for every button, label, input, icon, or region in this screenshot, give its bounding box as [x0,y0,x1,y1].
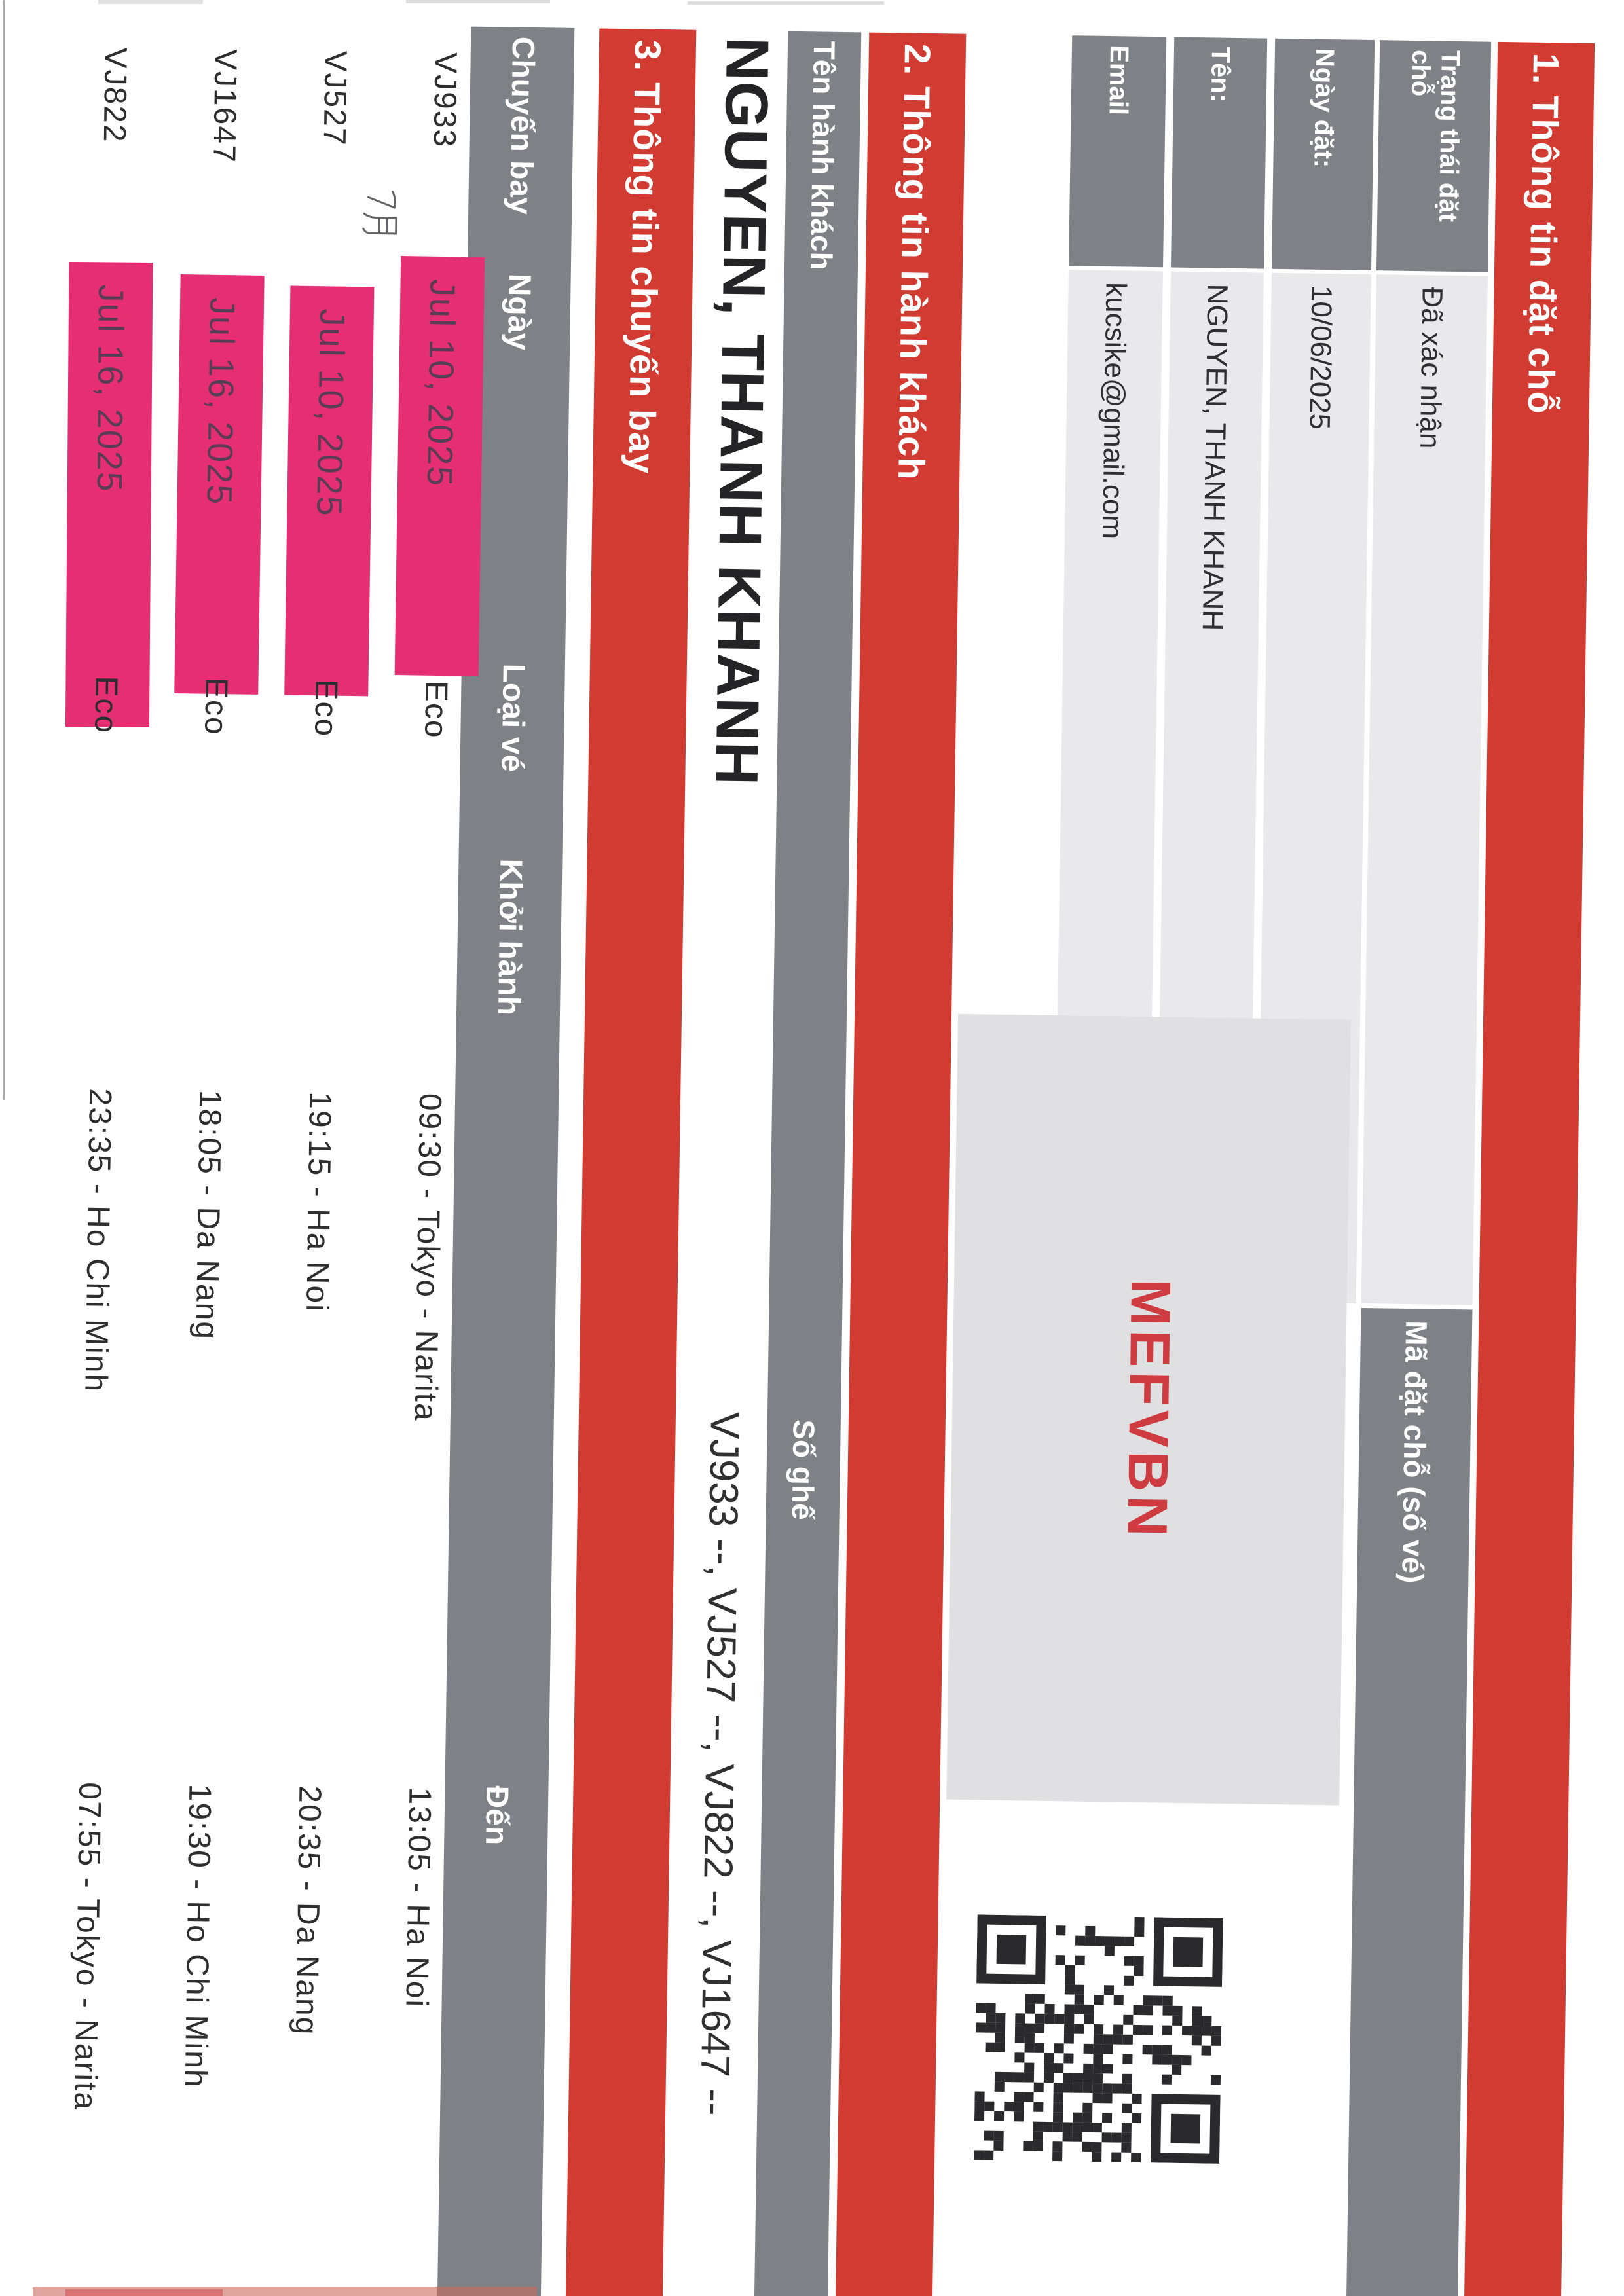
arrival: 20:35 - Da Nang [289,1785,327,2036]
departure: 18:05 - Da Nang [189,1089,228,1340]
booking-date-label-text: Ngày đặt: [1308,48,1340,168]
booking-code-header-text: Mã đặt chỗ (số vé) [1395,1320,1434,1584]
booking-status-label-text: Trạng thái đặt chỗ [1405,49,1465,222]
departure: 19:15 - Ha Noi [299,1091,338,1313]
qr-code [974,1914,1223,2164]
section2-title: 2. Thông tin hành khách [891,43,939,481]
booking-code-header-bar [1345,1307,1472,2296]
date-highlight [65,261,153,727]
col-date: Ngày [501,272,537,350]
flight-date: Jul 16, 2025 [89,283,131,493]
booking-code: MEFVBN [1115,1278,1183,1540]
departure: 09:30 - Tokyo - Narita [408,1092,448,1422]
booking-status-value [1361,274,1488,1305]
email-label [1069,35,1166,267]
col-fare: Loại vé [494,663,531,772]
section1-title: 1. Thông tin đặt chỗ [1520,52,1567,414]
date-highlight [284,285,374,696]
fare-type: Eco [418,680,454,739]
arrival: 19:30 - Ho Chi Minh [178,1783,217,2088]
arrival: 13:05 - Ha Noi [399,1786,437,2009]
arrival: 07:55 - Tokyo - Narita [67,1781,108,2111]
scan-smudge [688,1,884,5]
scan-smudge [98,0,203,4]
flight-number: VJ1647 [206,48,244,164]
booking-status-value-text: Đã xác nhận [1413,286,1449,449]
booking-status-label [1376,40,1491,272]
scan-edge-line [3,0,5,1100]
section3-title: 3. Thông tin chuyến bay [621,39,669,475]
booking-date-value-text: 10/06/2025 [1303,285,1338,429]
flight-number: VJ527 [317,50,354,147]
passenger-name: NGUYEN, THANH KHANH [703,36,781,786]
flight-date: Jul 10, 2025 [419,278,462,488]
flight-number: VJ822 [97,46,134,143]
seat-column-header: Số ghế [785,1419,821,1520]
departure: 23:35 - Ho Chi Minh [78,1087,118,1393]
name-label-text: Tên: [1206,46,1236,102]
name-value-text: NGUYEN, THANH KHANH [1196,283,1234,631]
section3-header-bar [564,28,696,2296]
booking-code-box [946,1013,1351,1805]
date-highlight [395,256,485,676]
flight-date: Jul 16, 2025 [199,297,242,506]
fare-type: Eco [88,675,124,735]
flight-date: Jul 10, 2025 [309,308,352,517]
passenger-name-column-header: Tên hành khách [803,40,842,270]
email-value-text: kucsike@gmail.com [1096,282,1132,539]
col-arrival: Đến [479,1785,515,1846]
name-label [1171,37,1267,268]
fare-type: Eco [198,677,234,736]
date-highlight [174,274,264,695]
email-label-text: Email [1103,45,1134,115]
col-departure: Khởi hành [490,858,528,1015]
booking-date-label [1272,38,1375,270]
fare-type: Eco [308,678,344,738]
scan-streak [65,2289,223,2296]
seat-numbers: VJ933 --, VJ527 --, VJ822 --, VJ1647 -- [692,1411,748,2116]
flight-number: VJ933 [427,52,464,149]
col-flight: Chuyến bay [503,35,541,215]
scan-smudge [406,0,550,3]
handwritten-note-7月 [360,187,401,243]
